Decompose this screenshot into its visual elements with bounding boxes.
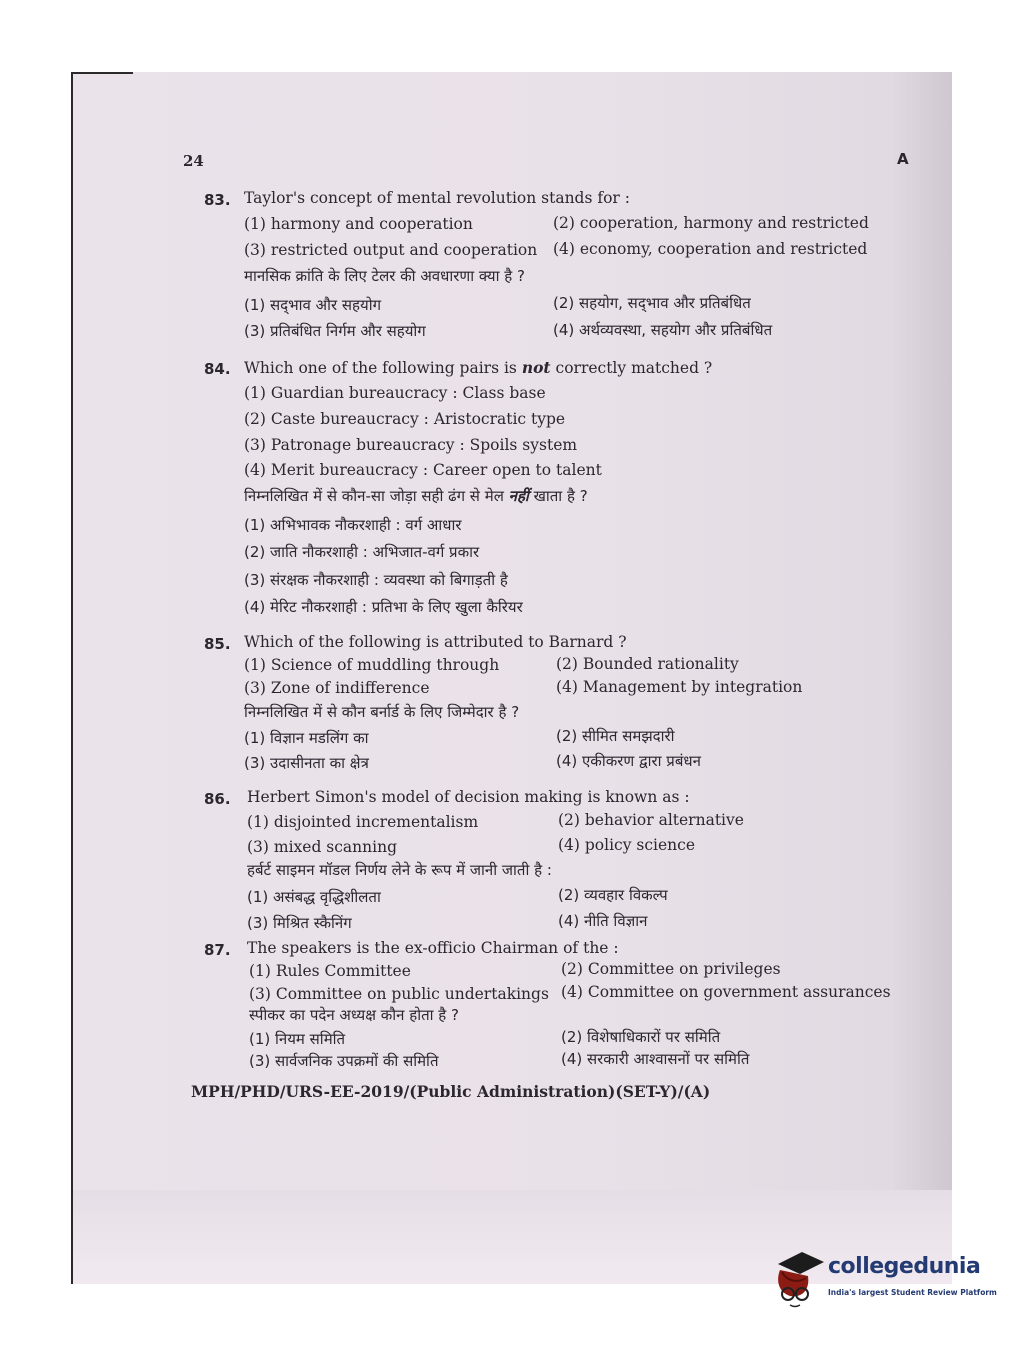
set-letter: A bbox=[897, 150, 909, 168]
option-en: (3) Patronage bureaucracy : Spoils system bbox=[244, 436, 578, 454]
option-hi: (4) एकीकरण द्वारा प्रबंधन bbox=[556, 752, 701, 770]
option-hi: (1) सद्‌भाव और सहयोग bbox=[244, 296, 382, 314]
option-en: (3) mixed scanning bbox=[247, 838, 398, 856]
question-stem-hi: मानसिक क्रांति के लिए टेलर की अवधारणा क्या है ? bbox=[244, 267, 525, 285]
option-en: (2) Committee on privileges bbox=[561, 960, 781, 978]
option-en: (4) Merit bureaucracy : Career open to talent bbox=[244, 461, 602, 479]
question-stem-hi: निम्नलिखित में से कौन बर्नार्ड के लिए जिम्मेदार है ? bbox=[244, 703, 520, 721]
option-en: (2) behavior alternative bbox=[558, 811, 744, 829]
option-hi: (1) असंबद्ध वृद्धिशीलता bbox=[247, 888, 381, 906]
option-hi: (2) सहयोग, सद्‌भाव और प्रतिबंधित bbox=[553, 294, 751, 312]
question-number: 87. bbox=[204, 941, 231, 959]
option-hi: (3) उदासीनता का क्षेत्र bbox=[244, 754, 369, 772]
option-en: (4) policy science bbox=[558, 836, 696, 854]
option-en: (1) Rules Committee bbox=[249, 962, 411, 980]
question-number: 84. bbox=[204, 360, 231, 378]
question-stem-en: Which one of the following pairs is not correctly matched ? bbox=[244, 358, 713, 377]
logo-wordmark: collegedunia bbox=[828, 1254, 981, 1279]
option-en: (2) Bounded rationality bbox=[556, 655, 739, 673]
option-en: (3) Zone of indifference bbox=[244, 679, 430, 697]
option-en: (1) harmony and cooperation bbox=[244, 215, 473, 233]
option-hi: (2) विशेषाधिकारों पर समिति bbox=[561, 1028, 721, 1046]
question-stem-en: Herbert Simon's model of decision making is known as : bbox=[247, 788, 690, 806]
option-en: (1) Science of muddling through bbox=[244, 656, 500, 674]
logo-tagline: India's largest Student Review Platform bbox=[828, 1288, 997, 1297]
question-stem-en: Taylor's concept of mental revolution stands for : bbox=[244, 189, 630, 207]
option-en: (1) Guardian bureaucracy : Class base bbox=[244, 384, 546, 402]
question-stem-en: The speakers is the ex-officio Chairman of the : bbox=[247, 939, 619, 957]
question-stem-hi: निम्नलिखित में से कौन-सा जोड़ा सही ढंग से मेल नहीं खाता है ? bbox=[244, 487, 588, 505]
option-hi: (4) मेरिट नौकरशाही : प्रतिभा के लिए खुला कैरियर bbox=[244, 598, 523, 616]
option-en: (4) economy, cooperation and restricted bbox=[553, 240, 868, 258]
option-hi: (4) सरकारी आश्वासनों पर समिति bbox=[561, 1050, 750, 1068]
paper-code-footer: MPH/PHD/URS-EE-2019/(Public Administration)(SET-Y)/(A) bbox=[191, 1082, 711, 1101]
option-hi: (3) संरक्षक नौकरशाही : व्यवस्था को बिगाड़ती है bbox=[244, 571, 508, 589]
option-en: (2) cooperation, harmony and restricted bbox=[553, 214, 869, 232]
question-stem-en: Which of the following is attributed to Barnard ? bbox=[244, 633, 627, 651]
option-hi: (2) जाति नौकरशाही : अभिजात-वर्ग प्रकार bbox=[244, 543, 480, 561]
page-top-edge bbox=[71, 72, 133, 74]
option-hi: (4) नीति विज्ञान bbox=[558, 912, 648, 930]
option-hi: (3) प्रतिबंधित निर्गम और सहयोग bbox=[244, 322, 426, 340]
question-number: 85. bbox=[204, 635, 231, 653]
question-number: 83. bbox=[204, 191, 231, 209]
option-hi: (1) अभिभावक नौकरशाही : वर्ग आधार bbox=[244, 516, 462, 534]
option-en: (1) disjointed incrementalism bbox=[247, 813, 479, 831]
option-en: (4) Management by integration bbox=[556, 678, 803, 696]
student-mascot-icon bbox=[768, 1250, 824, 1310]
collegedunia-logo bbox=[768, 1250, 998, 1310]
option-en: (2) Caste bureaucracy : Aristocratic type bbox=[244, 410, 566, 428]
page-left-edge bbox=[71, 72, 73, 1284]
page-number: 24 bbox=[183, 152, 204, 170]
option-hi: (3) सार्वजनिक उपक्रमों की समिति bbox=[249, 1052, 439, 1070]
question-number: 86. bbox=[204, 790, 231, 808]
option-en: (3) restricted output and cooperation bbox=[244, 241, 538, 259]
option-en: (4) Committee on government assurances bbox=[561, 983, 891, 1001]
option-hi: (3) मिश्रित स्कैनिंग bbox=[247, 914, 352, 932]
option-en: (3) Committee on public undertakings bbox=[249, 985, 549, 1003]
option-hi: (2) व्यवहार विकल्प bbox=[558, 886, 668, 904]
question-stem-hi: स्पीकर का पदेन अध्यक्ष कौन होता है ? bbox=[249, 1006, 459, 1024]
option-hi: (4) अर्थव्यवस्था, सहयोग और प्रतिबंधित bbox=[553, 321, 773, 339]
option-hi: (1) नियम समिति bbox=[249, 1030, 346, 1048]
question-stem-hi: हर्बर्ट साइमन मॉडल निर्णय लेने के रूप में जानी जाती है : bbox=[247, 861, 552, 879]
option-hi: (1) विज्ञान मडलिंग का bbox=[244, 729, 369, 747]
option-hi: (2) सीमित समझदारी bbox=[556, 727, 675, 745]
